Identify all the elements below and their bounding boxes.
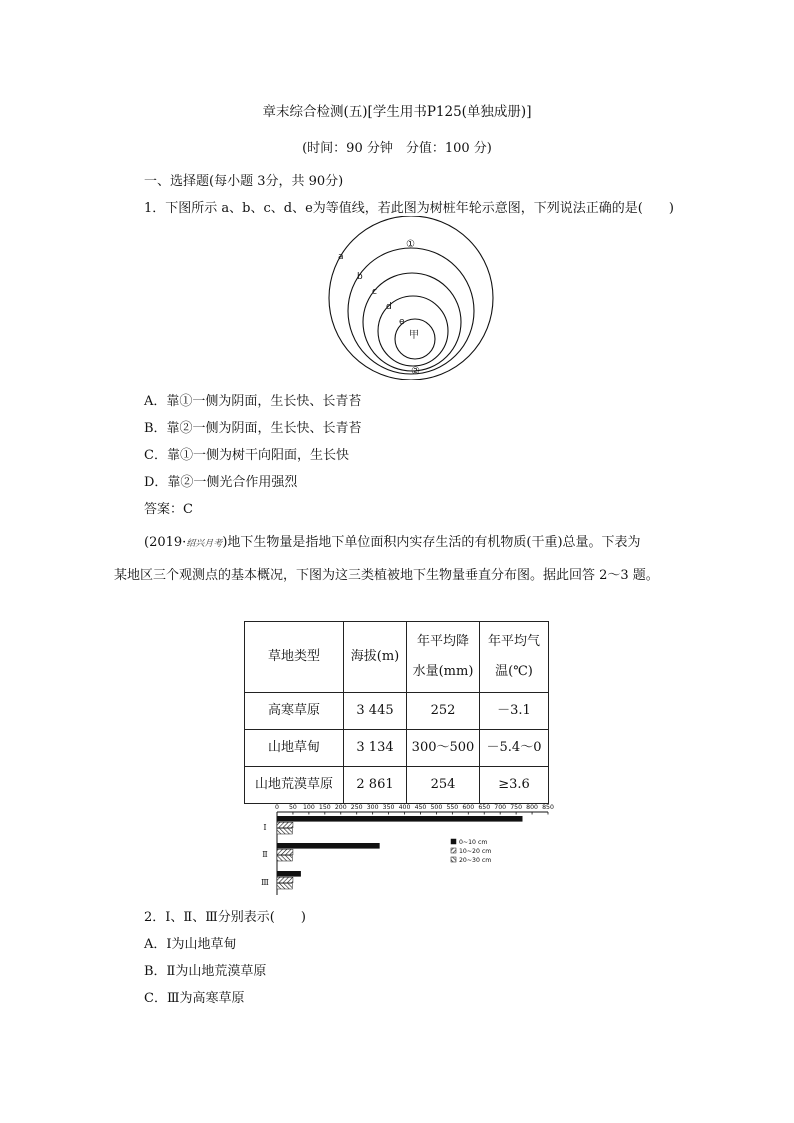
- q1-answer: 答案：C: [144, 502, 193, 517]
- x-tick-label: 0: [275, 804, 279, 811]
- label-e: e: [399, 317, 405, 327]
- label-a: a: [338, 252, 344, 262]
- x-tick-label: 300: [366, 804, 379, 811]
- x-tick-label: 800: [526, 804, 538, 811]
- q1-option-a[interactable]: A．靠①一侧为阴面，生长快、长青苔: [144, 394, 362, 409]
- bar-1-2: [277, 822, 293, 828]
- x-tick-label: 450: [414, 804, 427, 811]
- tree-ring-figure: [322, 216, 502, 380]
- x-tick-label: 100: [302, 804, 315, 811]
- ring-b: [348, 248, 474, 374]
- table-row: 山地草甸 3 134 300～500 －5.4～0: [245, 730, 549, 767]
- section-title: 一、选择题(每小题 3分，共 90分): [144, 174, 344, 189]
- x-tick-label: 700: [494, 804, 507, 811]
- table-header-row: [245, 622, 549, 693]
- legend-swatch: [451, 839, 456, 844]
- x-tick-label: 250: [350, 804, 363, 811]
- passage-line-2: 某地区三个观测点的基本概况，下图为这三类植被地下生物量垂直分布图。据此回答 2～3 题。: [114, 568, 659, 583]
- legend-label: 10~20 cm: [459, 848, 492, 855]
- x-tick-label: 750: [510, 804, 523, 811]
- table-row: 高寒草原 3 445 252 －3.1: [245, 693, 549, 730]
- passage-line-1: [144, 531, 641, 550]
- bar-3-1: [277, 871, 301, 877]
- passage-text-1: 地下生物量是指地下单位面积内实存生活的有机物质(干重)总量。下表为: [227, 535, 641, 550]
- label-marker-1: ①: [406, 239, 415, 250]
- bar-1-3: [277, 828, 292, 834]
- bar-2-2: [277, 849, 293, 855]
- passage-year: (2019·: [144, 535, 187, 550]
- label-b: b: [357, 272, 363, 282]
- label-d: d: [386, 302, 392, 312]
- x-tick-label: 200: [334, 804, 347, 811]
- q2-option-a[interactable]: A．Ⅰ为山地草甸: [144, 937, 237, 952]
- x-tick-label: 550: [446, 804, 459, 811]
- header-rain: 年平均降 水量(mm): [407, 622, 480, 693]
- label-c: c: [372, 287, 377, 297]
- category-label: Ⅰ: [263, 823, 267, 832]
- bar-3-2: [277, 877, 293, 883]
- legend-swatch: [451, 848, 456, 853]
- x-tick-label: 50: [289, 804, 297, 811]
- category-label: Ⅱ: [262, 850, 268, 859]
- bar-1-1: [277, 816, 522, 822]
- bar-2-3: [277, 855, 292, 861]
- x-tick-label: 600: [462, 804, 475, 811]
- legend-label: 20~30 cm: [459, 857, 492, 864]
- x-tick-label: 150: [318, 804, 331, 811]
- x-tick-label: 850: [542, 804, 554, 811]
- q1-option-d[interactable]: D．靠②一侧光合作用强烈: [144, 475, 298, 490]
- question-1-stem: 1．下图所示 a、b、c、d、e为等值线，若此图为树桩年轮示意图，下列说法正确的是( ): [144, 201, 674, 216]
- header-temp: 年平均气 温(℃): [480, 622, 549, 693]
- q2-option-c[interactable]: C．Ⅲ为高寒草原: [144, 991, 245, 1006]
- page-title: 章末综合检测(五)[学生用书P125(单独成册)]: [262, 104, 532, 120]
- passage-close: ): [222, 535, 228, 550]
- legend-label: 0~10 cm: [459, 839, 488, 846]
- q1-option-b[interactable]: B．靠②一侧为阴面，生长快、长青苔: [144, 421, 362, 436]
- x-tick-label: 650: [478, 804, 491, 811]
- bar-3-3: [277, 883, 292, 889]
- x-tick-label: 400: [398, 804, 411, 811]
- label-marker-2: ②: [411, 366, 420, 377]
- q2-option-b[interactable]: B．Ⅱ为山地荒漠草原: [144, 964, 267, 979]
- header-alt: 海拔(m): [344, 622, 407, 693]
- x-tick-label: 350: [382, 804, 395, 811]
- category-label: Ⅲ: [261, 878, 269, 887]
- bar-2-1: [277, 843, 380, 849]
- q1-option-c[interactable]: C．靠①一侧为树干向阳面，生长快: [144, 448, 349, 463]
- legend-swatch: [451, 857, 456, 862]
- table-row: 山地荒漠草原 2 861 254 ≥3.6: [245, 767, 549, 804]
- x-tick-label: 500: [430, 804, 443, 811]
- label-center: 甲: [409, 330, 419, 341]
- biomass-bar-chart: [255, 800, 560, 900]
- header-type: 草地类型: [245, 622, 344, 693]
- passage-source: 绍兴月考: [186, 539, 223, 549]
- grassland-table: [244, 621, 549, 804]
- question-2-stem: 2．Ⅰ、Ⅱ、Ⅲ分别表示( ): [144, 910, 306, 925]
- exam-meta: (时间：90 分钟 分值：100 分): [302, 141, 492, 156]
